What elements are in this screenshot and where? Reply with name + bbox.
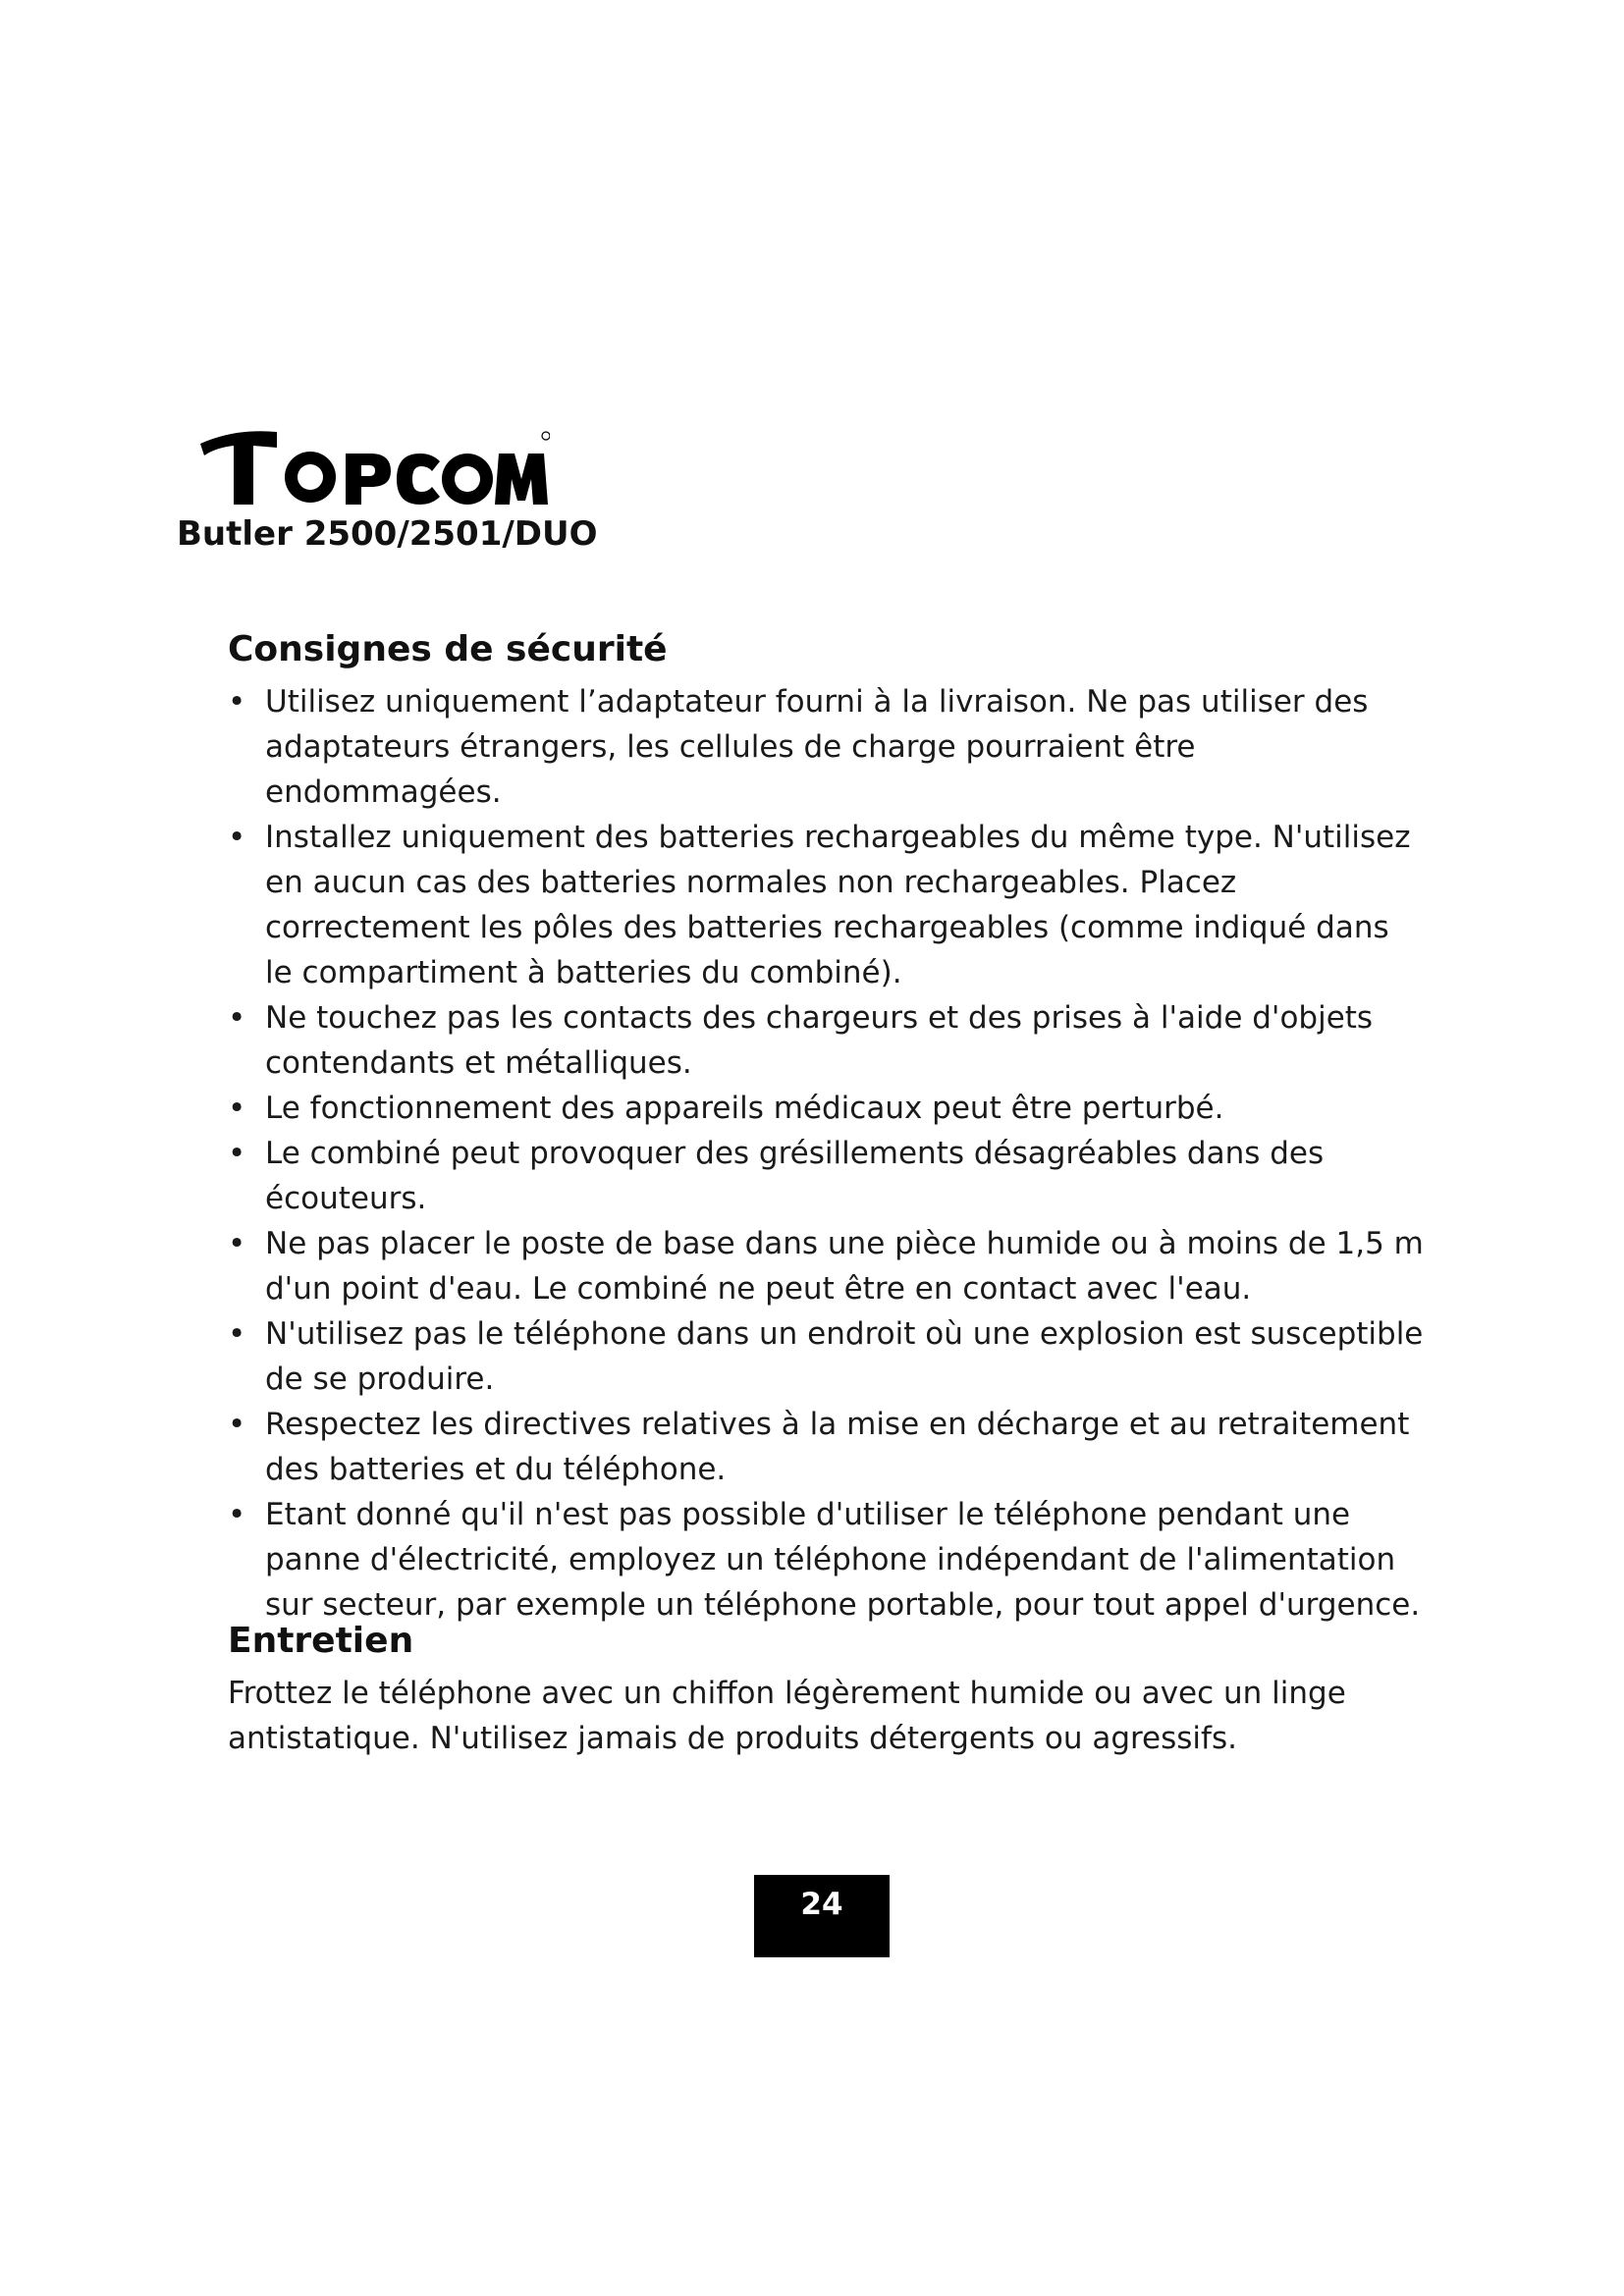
topcom-logo <box>196 422 550 512</box>
list-item-text: Installez uniquement des batteries rechargeables du même type. N'utilisez en aucun cas des batteries normales non rechargeables. Placez correctement les pôles des batteries rechargeables (comme indiqué dans le compartiment à batteries du combiné). <box>265 820 1411 990</box>
maintenance-section <box>228 1620 1426 1761</box>
list-item-text: Le fonctionnement des appareils médicaux peut être perturbé. <box>265 1091 1224 1126</box>
bullet-symbol: • <box>228 1136 246 1171</box>
bullet-symbol: • <box>228 1226 246 1261</box>
bullet-symbol: • <box>228 820 246 855</box>
list-item-text: Le combiné peut provoquer des grésillements désagréables dans des écouteurs. <box>265 1136 1325 1216</box>
list-item <box>228 1131 1426 1221</box>
list-item <box>228 815 1426 995</box>
list-item-text: Ne pas placer le poste de base dans une pièce humide ou à moins de 1,5 m d'un point d'eau. Le combiné ne peut être en contact avec l'eau. <box>265 1226 1424 1307</box>
list-item-text: Ne touchez pas les contacts des chargeurs et des prises à l'aide d'objets contendants et métalliques. <box>265 1000 1374 1081</box>
product-name: Butler 2500/2501/DUO <box>177 514 598 554</box>
list-item <box>228 1086 1426 1131</box>
list-item <box>228 995 1426 1086</box>
list-item-text: Utilisez uniquement l’adaptateur fourni à la livraison. Ne pas utiliser des adaptateurs étrangers, les cellules de charge pourraient être endommagées. <box>265 684 1369 810</box>
bullet-symbol: • <box>228 1091 246 1126</box>
bullet-symbol: • <box>228 1497 246 1532</box>
page-number: 24 <box>754 1875 890 1957</box>
list-item-text: Respectez les directives relatives à la mise en décharge et au retraitement des batteries et du téléphone. <box>265 1407 1410 1487</box>
list-item <box>228 1492 1426 1628</box>
list-item <box>228 679 1426 815</box>
topcom-logo-graphic <box>196 422 550 512</box>
bullet-symbol: • <box>228 684 246 720</box>
bullet-symbol: • <box>228 1000 246 1036</box>
safety-list <box>228 679 1426 1628</box>
maintenance-title: Entretien <box>228 1621 414 1661</box>
list-item-text: Etant donné qu'il n'est pas possible d'utiliser le téléphone pendant une panne d'électricité, employez un téléphone indépendant de l'alimentation sur secteur, par exemple un téléphone portable, pour tout appel d'urgence. <box>265 1497 1421 1623</box>
bullet-symbol: • <box>228 1407 246 1442</box>
list-item <box>228 1221 1426 1311</box>
list-item-text: N'utilisez pas le téléphone dans un endroit où une explosion est susceptible de se produire. <box>265 1316 1424 1397</box>
safety-title: Consignes de sécurité <box>228 629 668 669</box>
list-item <box>228 1311 1426 1402</box>
bullet-symbol: • <box>228 1316 246 1352</box>
safety-section <box>228 628 1426 1628</box>
maintenance-text: Frottez le téléphone avec un chiffon légèrement humide ou avec un linge antistatique. N'utilisez jamais de produits détergents ou agressifs. <box>228 1676 1346 1756</box>
list-item <box>228 1402 1426 1492</box>
